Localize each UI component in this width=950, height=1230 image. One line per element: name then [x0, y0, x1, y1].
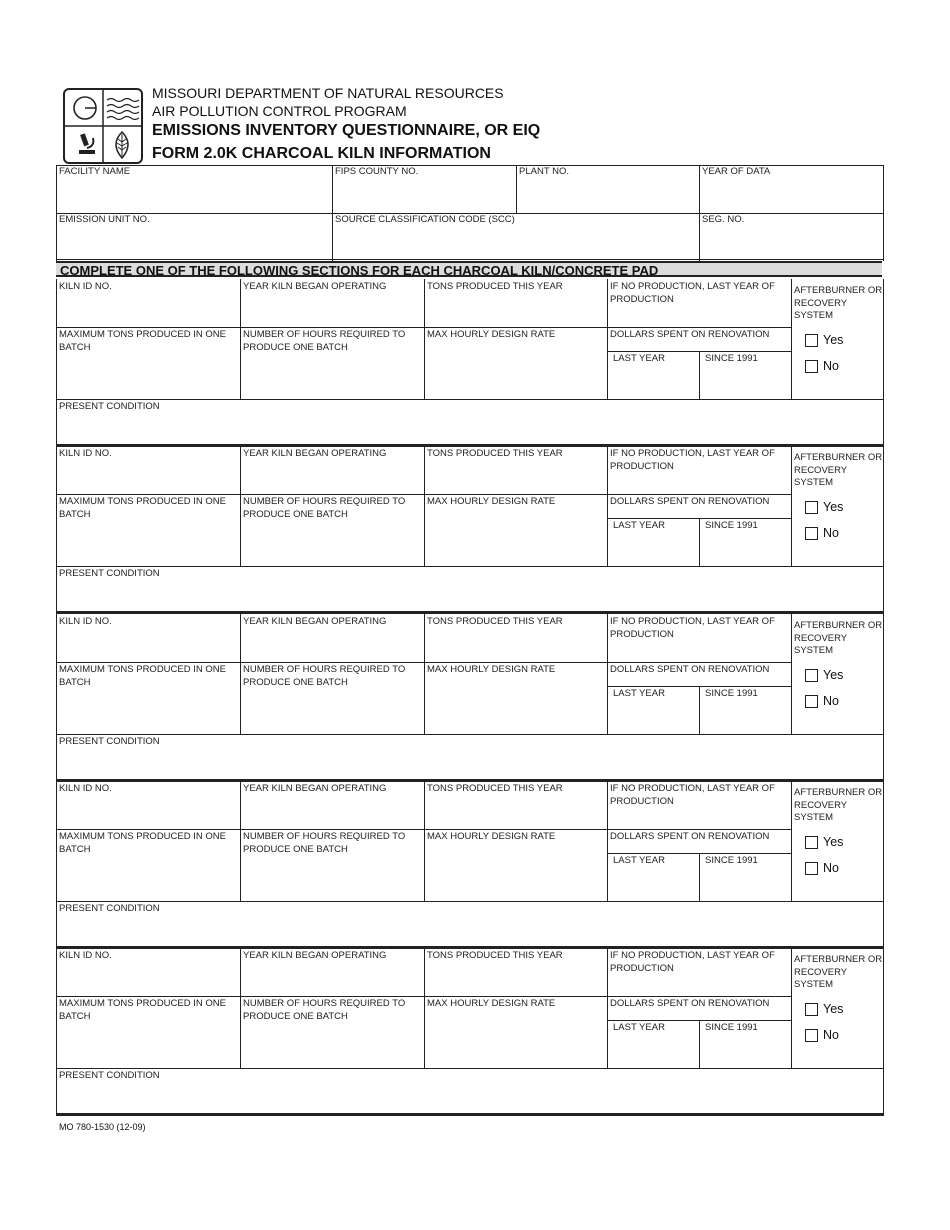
- afterburner-yes-checkbox[interactable]: [805, 501, 818, 514]
- kiln-section-5: [56, 948, 884, 1115]
- year-began-label: YEAR KILN BEGAN OPERATING: [243, 783, 387, 794]
- yes-label: Yes: [823, 500, 844, 514]
- afterburner-no-checkbox[interactable]: [805, 695, 818, 708]
- kiln-section-3: [56, 614, 884, 781]
- yes-label: Yes: [823, 1002, 844, 1016]
- no-production-label: IF NO PRODUCTION, LAST YEAR OF PRODUCTION: [610, 616, 775, 640]
- yes-label: Yes: [823, 668, 844, 682]
- max-hourly-label: MAX HOURLY DESIGN RATE: [427, 329, 556, 340]
- tons-produced-label: TONS PRODUCED THIS YEAR: [427, 783, 563, 794]
- afterburner-label: AFTERBURNER OR RECOVERY SYSTEM: [794, 452, 883, 488]
- year-began-label: YEAR KILN BEGAN OPERATING: [243, 950, 387, 961]
- department-name: MISSOURI DEPARTMENT OF NATURAL RESOURCES: [152, 85, 504, 101]
- no-label: No: [823, 1028, 839, 1042]
- present-condition-label: PRESENT CONDITION: [59, 568, 160, 579]
- max-tons-label: MAXIMUM TONS PRODUCED IN ONE BATCH: [59, 496, 226, 520]
- no-production-label: IF NO PRODUCTION, LAST YEAR OF PRODUCTION: [610, 950, 775, 974]
- hours-required-label: NUMBER OF HOURS REQUIRED TO PRODUCE ONE BATCH: [243, 831, 406, 855]
- tons-produced-label: TONS PRODUCED THIS YEAR: [427, 616, 563, 627]
- hours-required-label: NUMBER OF HOURS REQUIRED TO PRODUCE ONE BATCH: [243, 496, 406, 520]
- facility-name-label: FACILITY NAME: [59, 166, 131, 177]
- no-label: No: [823, 526, 839, 540]
- afterburner-label: AFTERBURNER OR RECOVERY SYSTEM: [794, 620, 883, 656]
- since-1991-label: SINCE 1991: [705, 855, 758, 866]
- program-name: AIR POLLUTION CONTROL PROGRAM: [152, 103, 407, 119]
- dollars-spent-label: DOLLARS SPENT ON RENOVATION: [610, 998, 770, 1009]
- present-condition-label: PRESENT CONDITION: [59, 903, 160, 914]
- tons-produced-label: TONS PRODUCED THIS YEAR: [427, 950, 563, 961]
- afterburner-label: AFTERBURNER OR RECOVERY SYSTEM: [794, 787, 883, 823]
- plant-no-label: PLANT NO.: [519, 166, 569, 177]
- dollars-spent-label: DOLLARS SPENT ON RENOVATION: [610, 664, 770, 675]
- dnr-logo: [63, 88, 143, 164]
- dollars-spent-label: DOLLARS SPENT ON RENOVATION: [610, 329, 770, 340]
- year-began-label: YEAR KILN BEGAN OPERATING: [243, 281, 387, 292]
- present-condition-label: PRESENT CONDITION: [59, 736, 160, 747]
- yes-label: Yes: [823, 835, 844, 849]
- no-production-label: IF NO PRODUCTION, LAST YEAR OF PRODUCTION: [610, 281, 775, 305]
- max-hourly-label: MAX HOURLY DESIGN RATE: [427, 998, 556, 1009]
- last-year-label: LAST YEAR: [613, 855, 665, 866]
- kiln-id-label: KILN ID NO.: [59, 281, 112, 292]
- yes-label: Yes: [823, 333, 844, 347]
- afterburner-label: AFTERBURNER OR RECOVERY SYSTEM: [794, 285, 883, 321]
- fips-county-label: FIPS COUNTY NO.: [335, 166, 419, 177]
- tons-produced-label: TONS PRODUCED THIS YEAR: [427, 281, 563, 292]
- max-hourly-label: MAX HOURLY DESIGN RATE: [427, 831, 556, 842]
- hours-required-label: NUMBER OF HOURS REQUIRED TO PRODUCE ONE BATCH: [243, 329, 406, 353]
- form-number: MO 780-1530 (12-09): [59, 1122, 146, 1132]
- since-1991-label: SINCE 1991: [705, 520, 758, 531]
- no-label: No: [823, 861, 839, 875]
- year-began-label: YEAR KILN BEGAN OPERATING: [243, 448, 387, 459]
- year-of-data-label: YEAR OF DATA: [702, 166, 771, 177]
- afterburner-no-checkbox[interactable]: [805, 862, 818, 875]
- kiln-id-label: KILN ID NO.: [59, 616, 112, 627]
- afterburner-yes-checkbox[interactable]: [805, 669, 818, 682]
- tons-produced-label: TONS PRODUCED THIS YEAR: [427, 448, 563, 459]
- afterburner-yes-checkbox[interactable]: [805, 836, 818, 849]
- scc-label: SOURCE CLASSIFICATION CODE (SCC): [335, 214, 515, 225]
- afterburner-yes-checkbox[interactable]: [805, 1003, 818, 1016]
- since-1991-label: SINCE 1991: [705, 1022, 758, 1033]
- kiln-section-2: [56, 446, 884, 613]
- hours-required-label: NUMBER OF HOURS REQUIRED TO PRODUCE ONE BATCH: [243, 998, 406, 1022]
- max-hourly-label: MAX HOURLY DESIGN RATE: [427, 496, 556, 507]
- afterburner-no-checkbox[interactable]: [805, 527, 818, 540]
- afterburner-label: AFTERBURNER OR RECOVERY SYSTEM: [794, 954, 883, 990]
- since-1991-label: SINCE 1991: [705, 688, 758, 699]
- year-began-label: YEAR KILN BEGAN OPERATING: [243, 616, 387, 627]
- afterburner-no-checkbox[interactable]: [805, 1029, 818, 1042]
- no-production-label: IF NO PRODUCTION, LAST YEAR OF PRODUCTION: [610, 783, 775, 807]
- kiln-section-4: [56, 781, 884, 948]
- kiln-id-label: KILN ID NO.: [59, 950, 112, 961]
- form-title: EMISSIONS INVENTORY QUESTIONNAIRE, OR EIQ: [152, 122, 541, 139]
- kiln-id-label: KILN ID NO.: [59, 448, 112, 459]
- since-1991-label: SINCE 1991: [705, 353, 758, 364]
- kiln-section-1: [56, 279, 884, 446]
- form-subtitle: FORM 2.0K CHARCOAL KILN INFORMATION: [152, 145, 491, 162]
- present-condition-label: PRESENT CONDITION: [59, 401, 160, 412]
- instructions-banner: COMPLETE ONE OF THE FOLLOWING SECTIONS FOR EACH CHARCOAL KILN/CONCRETE PAD: [56, 261, 882, 277]
- last-year-label: LAST YEAR: [613, 688, 665, 699]
- max-hourly-label: MAX HOURLY DESIGN RATE: [427, 664, 556, 675]
- no-label: No: [823, 694, 839, 708]
- seg-no-label: SEG. NO.: [702, 214, 745, 225]
- afterburner-yes-checkbox[interactable]: [805, 334, 818, 347]
- last-year-label: LAST YEAR: [613, 520, 665, 531]
- max-tons-label: MAXIMUM TONS PRODUCED IN ONE BATCH: [59, 831, 226, 855]
- last-year-label: LAST YEAR: [613, 1022, 665, 1033]
- max-tons-label: MAXIMUM TONS PRODUCED IN ONE BATCH: [59, 664, 226, 688]
- afterburner-no-checkbox[interactable]: [805, 360, 818, 373]
- present-condition-label: PRESENT CONDITION: [59, 1070, 160, 1081]
- kiln-id-label: KILN ID NO.: [59, 783, 112, 794]
- dollars-spent-label: DOLLARS SPENT ON RENOVATION: [610, 831, 770, 842]
- last-year-label: LAST YEAR: [613, 353, 665, 364]
- emission-unit-label: EMISSION UNIT NO.: [59, 214, 150, 225]
- max-tons-label: MAXIMUM TONS PRODUCED IN ONE BATCH: [59, 329, 226, 353]
- no-label: No: [823, 359, 839, 373]
- no-production-label: IF NO PRODUCTION, LAST YEAR OF PRODUCTION: [610, 448, 775, 472]
- dollars-spent-label: DOLLARS SPENT ON RENOVATION: [610, 496, 770, 507]
- max-tons-label: MAXIMUM TONS PRODUCED IN ONE BATCH: [59, 998, 226, 1022]
- hours-required-label: NUMBER OF HOURS REQUIRED TO PRODUCE ONE BATCH: [243, 664, 406, 688]
